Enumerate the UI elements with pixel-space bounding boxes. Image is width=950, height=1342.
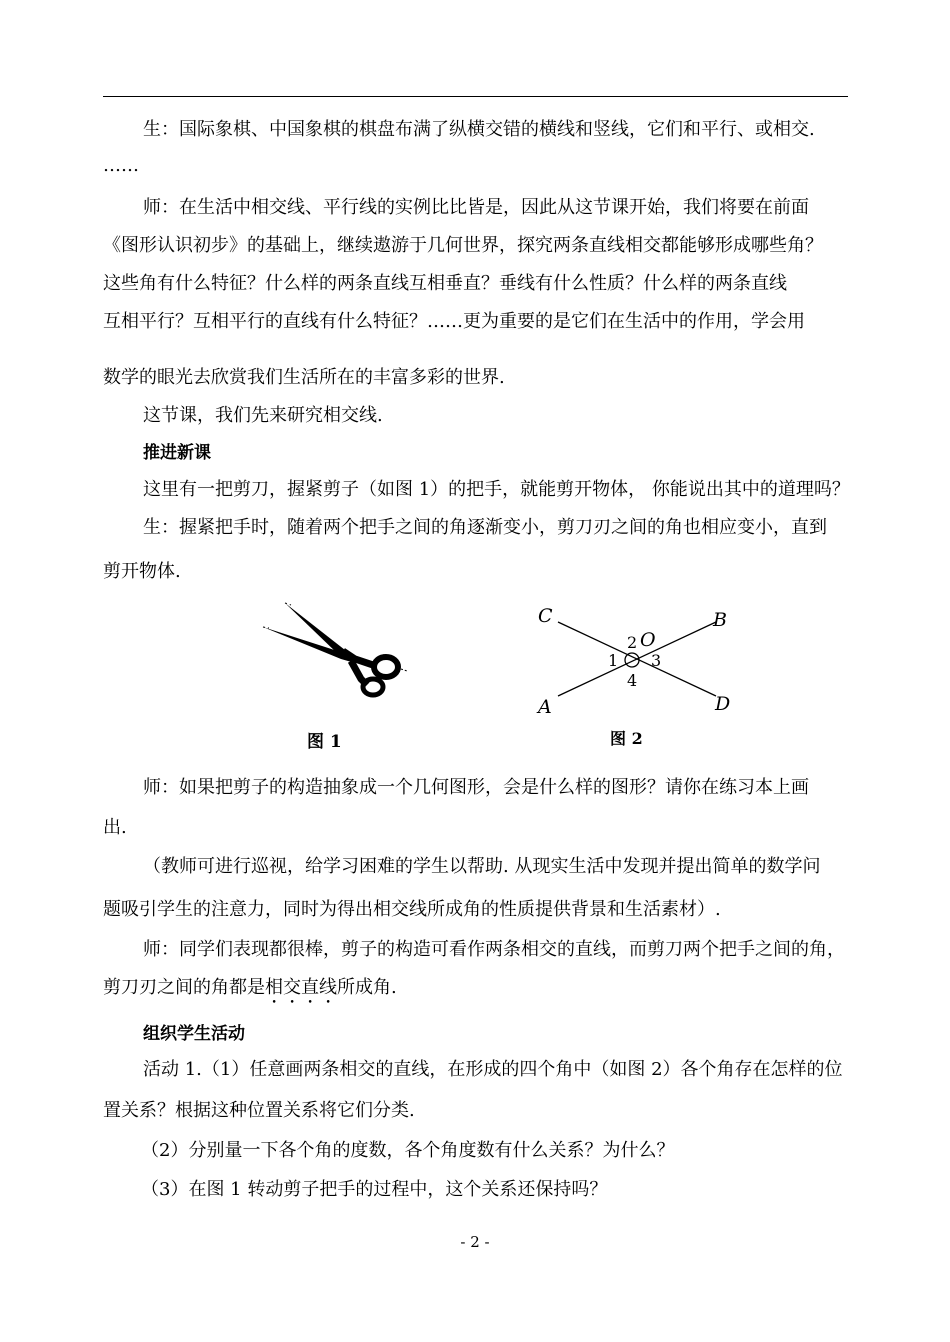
summary-emphasis-term: 相交直线 [265, 977, 337, 998]
angle-label-4: 4 [627, 671, 638, 690]
header-rule [103, 96, 848, 97]
section-heading-student-activity: 组织学生活动 [143, 1024, 245, 1044]
teacher-para-line-5: 数学的眼光去欣赏我们生活所在的丰富多彩的世界. [103, 367, 505, 388]
activity-1-line-2: 置关系？根据这种位置关系将它们分类. [103, 1100, 415, 1121]
student-answer-line-2: 剪开物体. [103, 561, 181, 582]
label-b: B [713, 609, 727, 631]
angle-label-2: 2 [627, 633, 638, 652]
student-answer-line-1: 生：握紧把手时，随着两个把手之间的角逐渐变小，剪刀刃之间的角也相应变小，直到 [143, 517, 827, 538]
activity-1-step-3: （3）在图 1 转动剪子把手的过程中，这个关系还保持吗？ [141, 1179, 608, 1200]
teacher-para-line-3: 这些角有什么特征？什么样的两条直线互相垂直？垂线有什么性质？什么样的两条直线 [103, 273, 787, 294]
summary-text-c: 所成角. [337, 977, 397, 998]
teacher-summary-line-1: 师：同学们表现都很棒，剪子的构造可看作两条相交的直线，而剪刀两个把手之间的角， [143, 939, 845, 960]
teacher-question-line-1: 师：如果把剪子的构造抽象成一个几何图形，会是什么样的图形？请你在练习本上画 [143, 777, 809, 798]
figure-2-intersecting-lines [530, 600, 760, 725]
scissors-question: 这里有一把剪刀，握紧剪子（如图 1）的把手，就能剪开物体， 你能说出其中的道理吗？ [143, 479, 850, 500]
scissors-icon [263, 603, 407, 695]
student-line-1: 生：国际象棋、中国象棋的棋盘布满了纵横交错的横线和竖线，它们和平行、或相交. [143, 119, 815, 140]
teacher-summary-line-2 [103, 976, 848, 1008]
teacher-para-line-1: 师：在生活中相交线、平行线的实例比比皆是，因此从这节课开始，我们将要在前面 [143, 197, 809, 218]
teacher-question-line-2: 出. [103, 817, 127, 838]
teacher-para-line-4: 互相平行？互相平行的直线有什么特征？……更为重要的是它们在生活中的作用，学会用 [103, 311, 805, 332]
page-number: - 2 - [460, 1233, 490, 1251]
activity-1-line-1: 活动 1.（1）任意画两条相交的直线，在形成的四个角中（如图 2）各个角存在怎样的位 [143, 1059, 843, 1080]
summary-text-a: 剪刀刃之间的角都是 [103, 977, 265, 998]
figure-2-caption: 图 2 [610, 729, 643, 748]
teacher-para-line-2: 《图形认识初步》的基础上，继续遨游于几何世界，探究两条直线相交都能够形成哪些角？ [103, 235, 823, 256]
label-d: D [715, 693, 731, 715]
label-c: C [538, 605, 553, 627]
angle-label-1: 1 [608, 651, 619, 670]
teacher-note-line-1: （教师可进行巡视，给学习困难的学生以帮助. 从现实生活中发现并提出简单的数学问 [143, 856, 821, 877]
teacher-note-line-2: 题吸引学生的注意力，同时为得出相交线所成角的性质提供背景和生活素材）. [103, 899, 721, 920]
label-o: O [640, 629, 656, 651]
figure-1-scissors [255, 595, 415, 705]
label-a: A [538, 696, 552, 718]
activity-1-step-2: （2）分别量一下各个角的度数，各个角度数有什么关系？为什么？ [141, 1140, 675, 1161]
angle-label-3: 3 [651, 651, 662, 670]
intersection-point-o [625, 653, 639, 667]
intro-line: 这节课，我们先来研究相交线. [143, 405, 383, 426]
ellipsis: …… [103, 155, 139, 176]
section-heading-new-lesson: 推进新课 [143, 443, 211, 463]
figure-1-caption: 图 1 [307, 732, 342, 752]
